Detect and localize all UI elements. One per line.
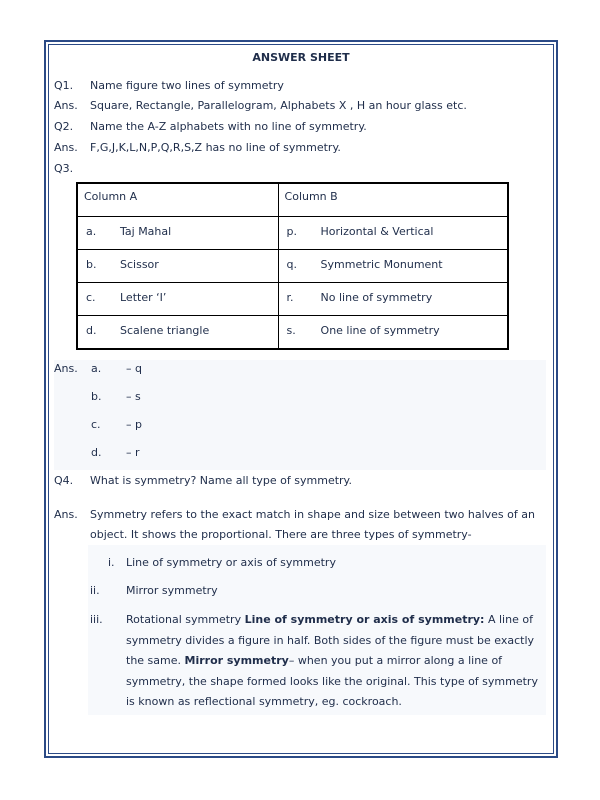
a2-label: Ans. (54, 141, 78, 154)
row-letter-a: d. (86, 324, 97, 337)
q3-label: Q3. (54, 162, 74, 175)
a3-letter: c. (91, 418, 101, 431)
definition-text: – when you put a mirror along a line of symmetry, the shape formed looks like the original. This type of symmetry is known as reflectional symmetry, eg. cockroach. (126, 654, 538, 708)
table-row (77, 217, 508, 250)
row-letter-a: c. (86, 291, 96, 304)
type-number: iii. (90, 613, 103, 626)
row-text-b: Symmetric Monument (320, 258, 443, 271)
row-letter-b: q. (286, 258, 298, 271)
row-text-a: Letter ‘I’ (120, 291, 167, 304)
definition-text: A line of symmetry divides a figure in half. Both sides of the figure must be exactly the same. (126, 613, 535, 667)
column-b-header: Column B (284, 190, 338, 203)
column-a-header: Column A (84, 190, 138, 203)
row-text-b: Horizontal & Vertical (320, 225, 434, 238)
a3-letter: d. (91, 446, 102, 459)
row-text-b: No line of symmetry (320, 291, 433, 304)
a3-letter: a. (91, 362, 102, 375)
table-row (77, 316, 508, 350)
a3-letter: b. (91, 390, 102, 403)
a3-answer: – q (126, 362, 142, 375)
row-letter-a: a. (86, 225, 97, 238)
q2-text: Name the A-Z alphabets with no line of symmetry. (90, 120, 367, 133)
type-text: Line of symmetry or axis of symmetry (126, 556, 336, 569)
table-row (77, 283, 508, 316)
type-number: i. (108, 556, 115, 569)
table-row (77, 250, 508, 283)
a4-line2: object. It shows the proportional. There are three types of symmetry- (90, 528, 472, 541)
row-letter-b: p. (286, 225, 298, 238)
definition-heading: Line of symmetry or axis of symmetry: (244, 613, 485, 626)
q1-label: Q1. (54, 79, 74, 92)
symmetry-definitions (126, 610, 546, 713)
type-text: Mirror symmetry (126, 584, 218, 597)
matching-table (76, 182, 509, 350)
row-letter-a: b. (86, 258, 97, 271)
a3-label: Ans. (54, 362, 78, 375)
a3-answer: – r (126, 446, 140, 459)
row-text-a: Scalene triangle (120, 324, 210, 337)
a3-answer: – p (126, 418, 142, 431)
a2-text: F,G,J,K,L,N,P,Q,R,S,Z has no line of symmetry. (90, 141, 341, 154)
q1-text: Name figure two lines of symmetry (90, 79, 284, 92)
a4-label: Ans. (54, 508, 78, 521)
definition-heading: Mirror symmetry (184, 654, 289, 667)
a4-line1: Symmetry refers to the exact match in shape and size between two halves of an (90, 508, 535, 521)
a1-label: Ans. (54, 99, 78, 112)
q4-text: What is symmetry? Name all type of symmetry. (90, 474, 352, 487)
q4-label: Q4. (54, 474, 74, 487)
row-letter-b: s. (286, 324, 296, 337)
row-text-b: One line of symmetry (320, 324, 440, 337)
row-letter-b: r. (286, 291, 294, 304)
type-text: Rotational symmetry (126, 613, 242, 626)
a1-text: Square, Rectangle, Parallelogram, Alphabets X , H an hour glass etc. (90, 99, 467, 112)
row-text-a: Scissor (120, 258, 159, 271)
q2-label: Q2. (54, 120, 74, 133)
a3-answer: – s (126, 390, 141, 403)
row-text-a: Taj Mahal (120, 225, 172, 238)
table-header-row (77, 183, 508, 217)
page-title: ANSWER SHEET (252, 51, 350, 64)
type-number: ii. (90, 584, 100, 597)
